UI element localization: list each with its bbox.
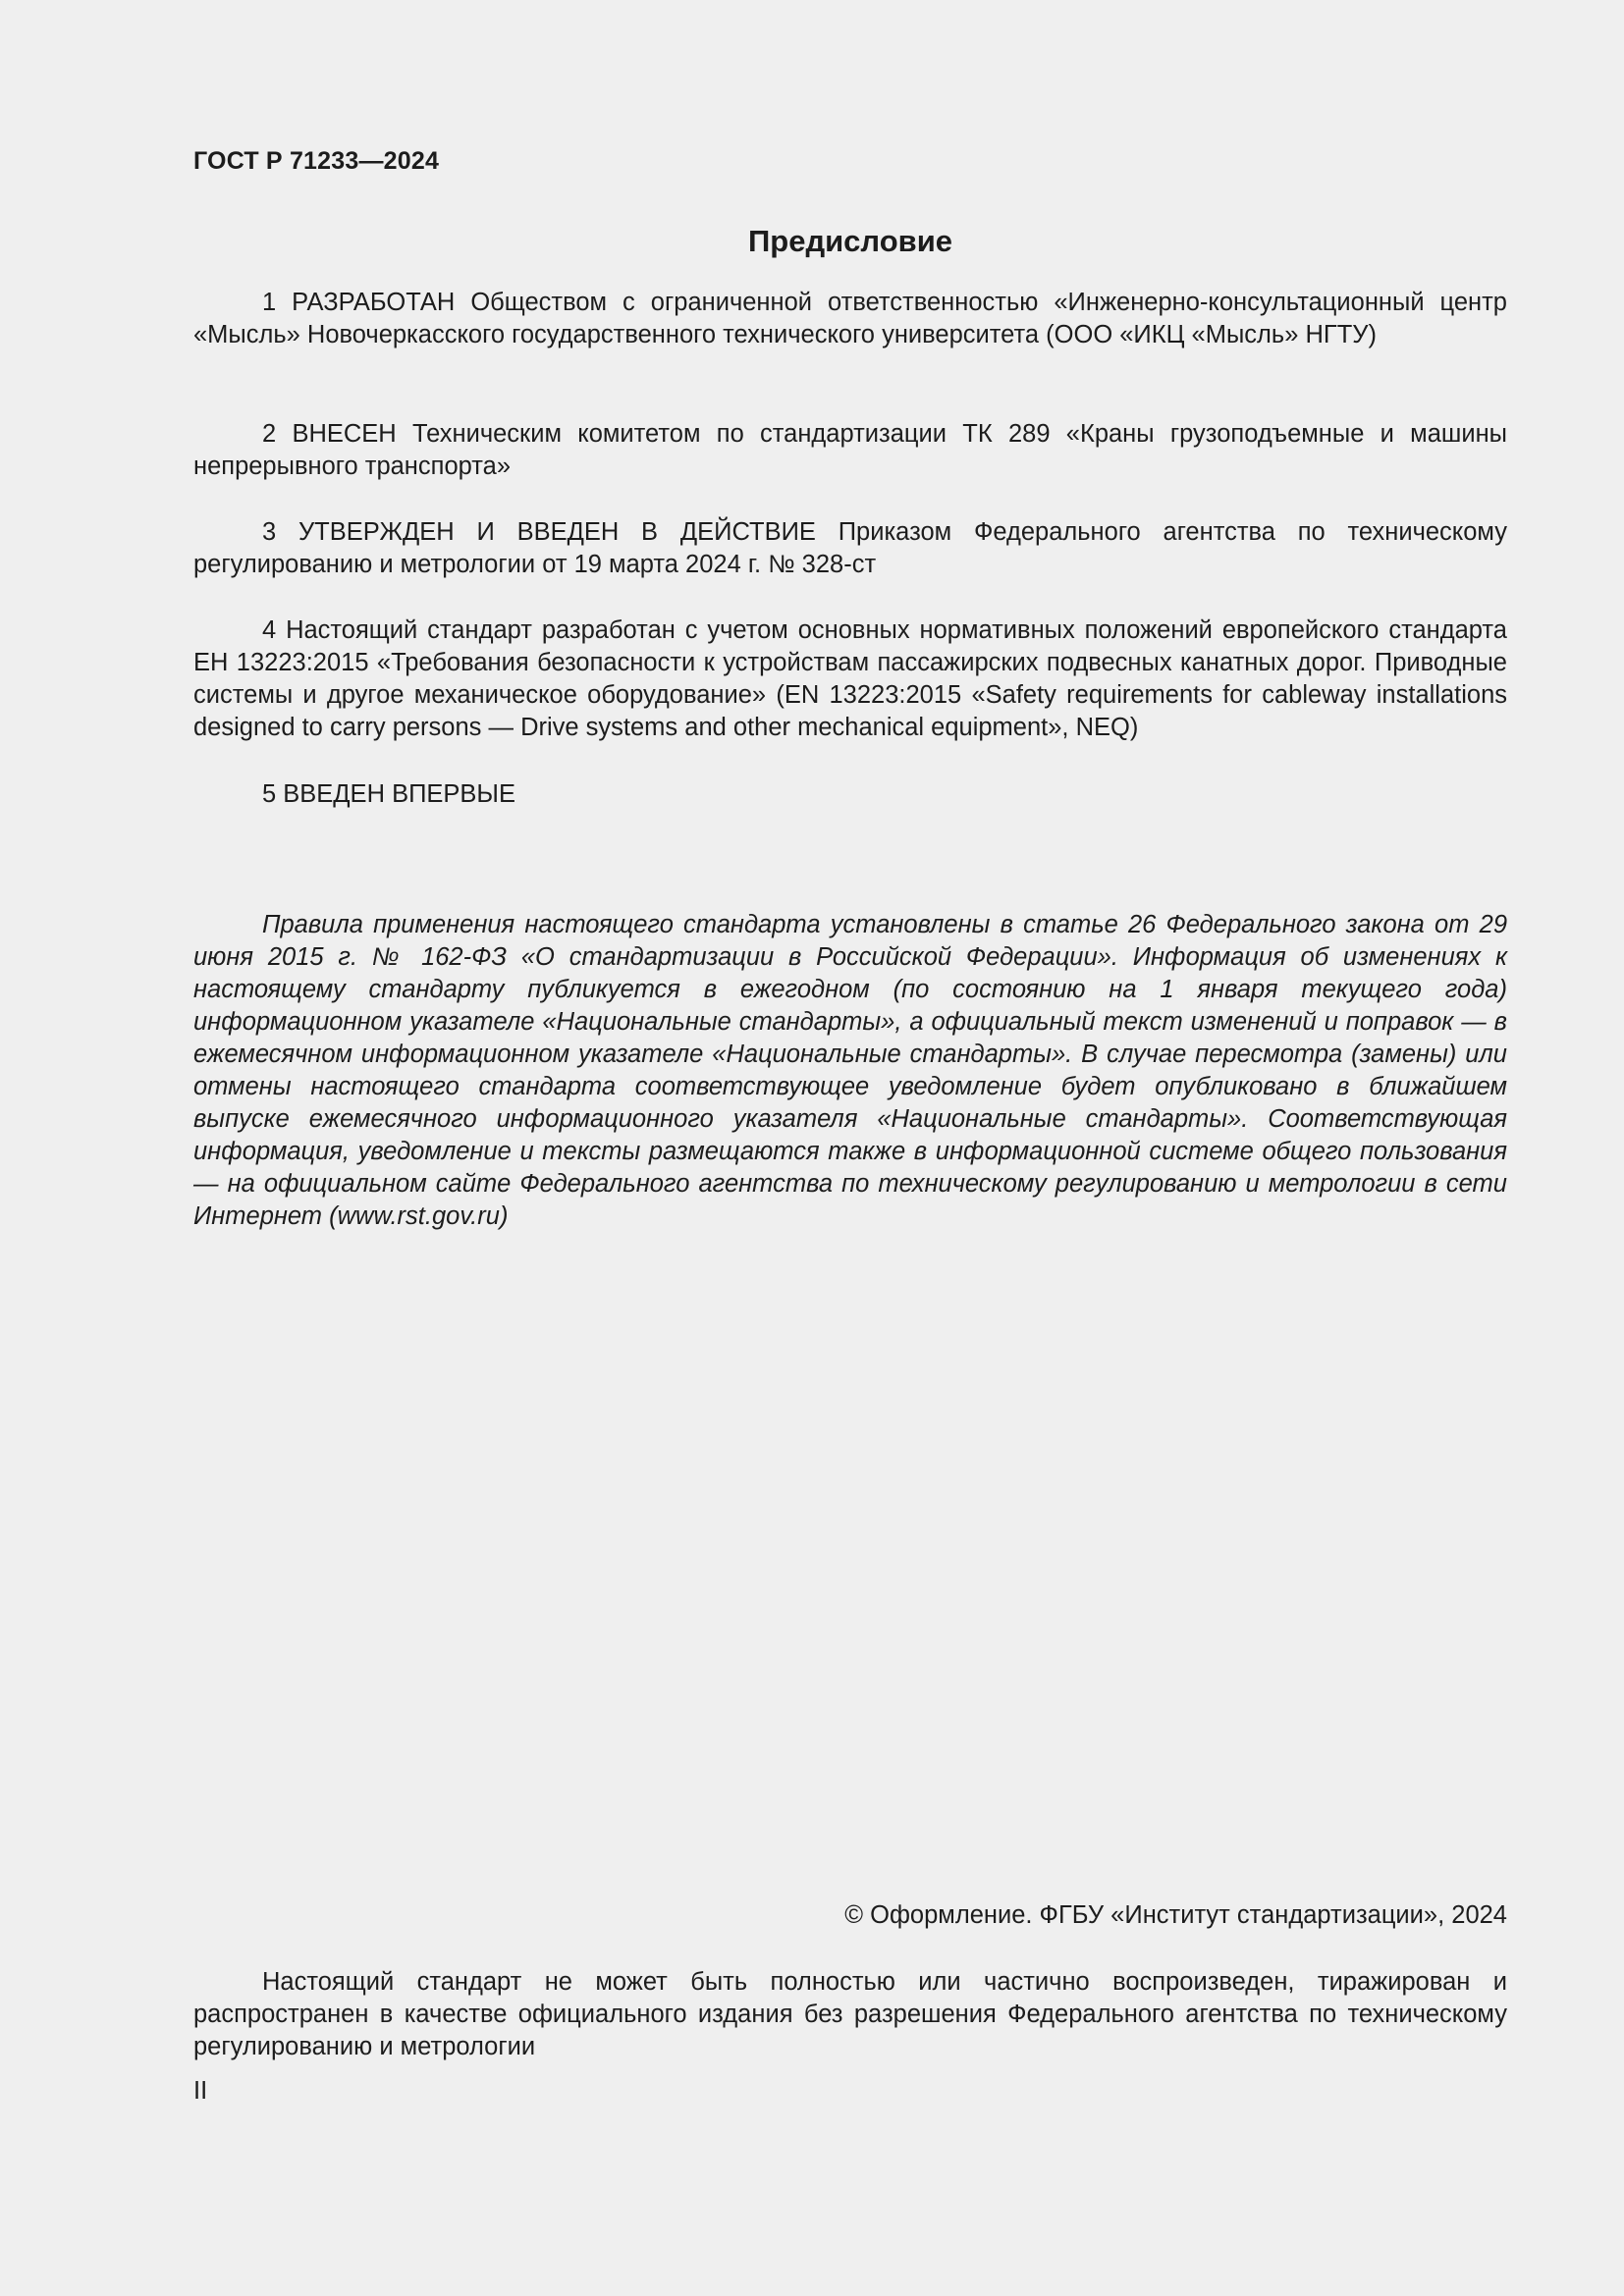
preface-item-1: 1 РАЗРАБОТАН Обществом с ограниченной ответственностью «Инженерно-консультационный центр «Мысль» Новочеркасского государственного технического университета (ООО «ИКЦ «Мысль» НГТУ) [193,289,1507,348]
reproduction-notice: Настоящий стандарт не может быть полностью или частично воспроизведен, тиражирован и распространен в качестве официального издания без разрешения Федерального агентства по техническому регулированию и метрологии [193,1968,1507,2060]
application-rules-note: Правила применения настоящего стандарта установлены в статье 26 Федерального закона от 29 июня 2015 г. № 162-ФЗ «О стандартизации в Российской Федерации». Информация об изменениях к настоящему стандарту публикуется в ежегодном (по состоянию на 1 января текущего года) информационном указателе «Национальные стандарты», а официальный текст изменений и поправок — в ежемесячном информационном указателе «Национальные стандарты». В случае пересмотра (замены) или отмены настоящего стандарта соответствующее уведомление будет опубликовано в ближайшем выпуске ежемесячного информационного указателя «Национальные стандарты». Соответствующая информация, уведомление и тексты размещаются также в информационной системе общего пользования — на официальном сайте Федерального агентства по техническому регулированию и метрологии в сети Интернет (www.rst.gov.ru) [193,911,1507,1230]
preface-item-4: 4 Настоящий стандарт разработан с учетом основных нормативных положений европейского стандарта ЕН 13223:2015 «Требования безопасности к устройствам пассажирских подвесных канатных дорог. Приводные системы и другое механическое оборудование» (EN 13223:2015 «Safety requirements for cableway installations designed to carry persons — Drive systems and other mechanical equipment», NEQ) [193,616,1507,741]
document-page [193,0,1507,2296]
preface-item-2: 2 ВНЕСЕН Техническим комитетом по стандартизации ТК 289 «Краны грузоподъемные и машины непрерывного транспорта» [193,420,1507,480]
preface-item-5: 5 ВВЕДЕН ВПЕРВЫЕ [262,780,516,808]
copyright-notice: © Оформление. ФГБУ «Институт стандартизации», 2024 [844,1901,1507,1929]
page-number: II [193,2077,208,2105]
page-title: Предисловие [747,224,952,258]
document-code: ГОСТ Р 71233—2024 [193,147,440,175]
preface-item-3: 3 УТВЕРЖДЕН И ВВЕДЕН В ДЕЙСТВИЕ Приказом Федерального агентства по техническому регулированию и метрологии от 19 марта 2024 г. № 328-ст [193,518,1507,578]
